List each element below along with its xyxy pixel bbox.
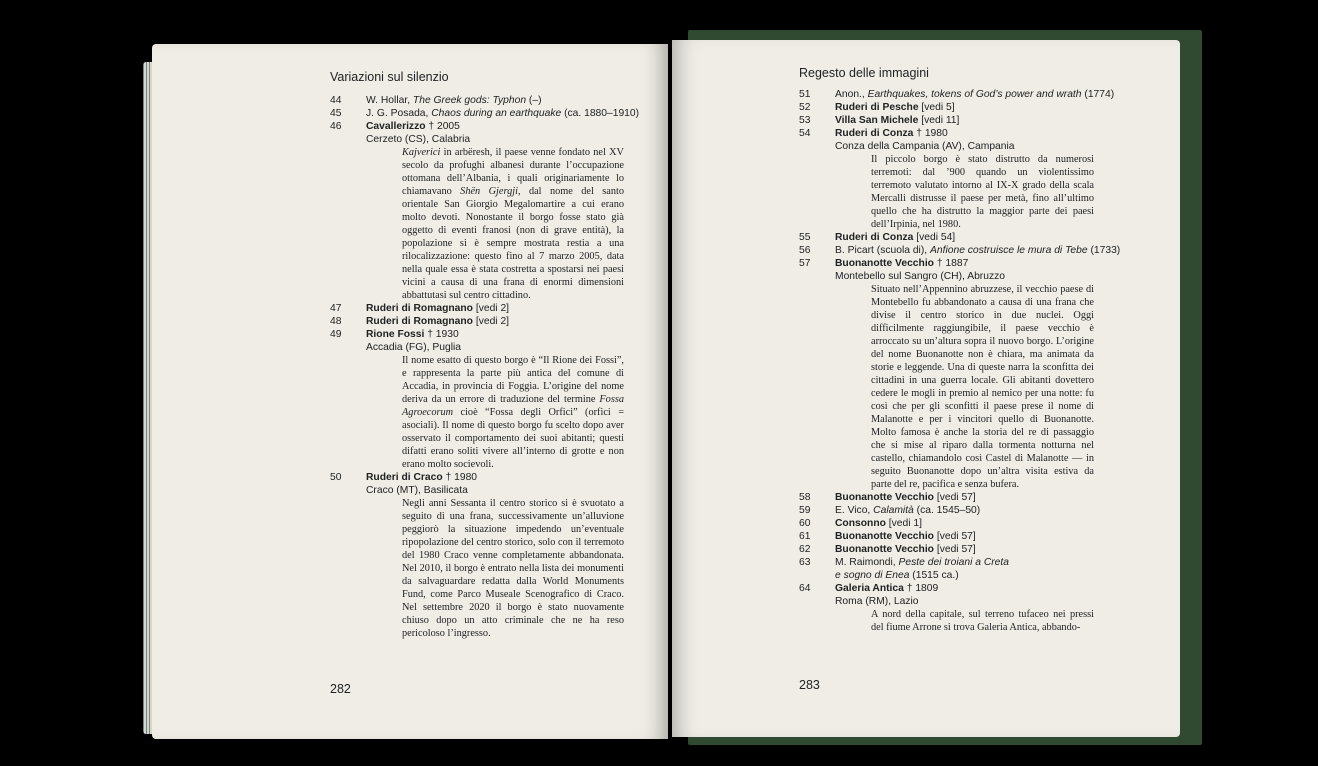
text-run: [vedi 54]: [913, 232, 956, 243]
text-run: † 1980: [913, 128, 948, 139]
text-run: Ruderi di Romagnano: [366, 303, 473, 314]
text-run: W. Hollar,: [366, 95, 413, 106]
entry-number: 59: [799, 505, 811, 516]
text-run: (1733): [1087, 245, 1121, 256]
text-run: † 1809: [903, 583, 939, 594]
entry-title: [366, 328, 624, 341]
entry-title: [835, 127, 1094, 140]
entry: [330, 302, 624, 315]
entry-description: [871, 153, 1094, 231]
entry-description: [402, 146, 624, 302]
text-run: Earthquakes, tokens of God’s power and wrath: [867, 89, 1082, 100]
text-run: B. Picart (scuola di),: [835, 245, 930, 256]
text-run: The Greek gods: Typhon: [412, 95, 527, 106]
entry-number: 44: [330, 95, 342, 106]
entry-title: [366, 302, 624, 315]
entry-title: [835, 257, 1094, 270]
entry-number: 46: [330, 121, 342, 132]
text-run: [vedi 5]: [918, 102, 955, 113]
text-run: Ruderi di Conza: [835, 128, 914, 139]
text-run: in arbëresh, il paese venne fondato nel XV secolo da profughi albanesi durante l’occupazione ottomana dell’Albania, i quali originariamente lo chiamavano: [402, 147, 624, 197]
entry: [330, 120, 624, 302]
entry: [799, 244, 1121, 257]
entry-title: [835, 231, 1094, 244]
text-run: Anfione costruisce le mura di Tebe: [930, 245, 1088, 256]
text-run: [vedi 2]: [472, 303, 510, 314]
entry-number: 45: [330, 108, 342, 119]
entry-body: [366, 120, 624, 302]
text-run: Anon.,: [835, 89, 868, 100]
text-run: J. G. Posada,: [366, 108, 432, 119]
text-run: † 2005: [425, 121, 460, 132]
entry: [799, 543, 1094, 556]
running-head: Regesto delle immagini: [799, 66, 929, 80]
entry: [330, 107, 640, 120]
entry-place: Accadia (FG), Puglia: [366, 342, 461, 353]
entry: [799, 257, 1094, 491]
text-run: Il piccolo borgo è stato distrutto da numerosi terremoti: dal ’900 quando un violentissimo terremoto valutato intorno al IX-X grado della scala Mercalli distrusse il paese per metà, fino all’ultimo quello che ha distrutto la maggior parte dei paesi dell’Irpinia, nel 1980.: [871, 154, 1094, 230]
text-run: [vedi 57]: [933, 531, 976, 542]
entry-number: 60: [799, 518, 811, 529]
text-run: Buonanotte Vecchio: [835, 492, 934, 503]
entry-number: 51: [799, 89, 811, 100]
entry-description: [402, 497, 624, 640]
text-run: Il nome esatto di questo borgo è “Il Rione dei Fossi”, e rappresenta la parte più antica del comune di Accadia, in provincia di Foggia. L’origine del nome deriva da un errore di traduzione del termine: [402, 355, 624, 405]
entry-number: 55: [799, 232, 811, 243]
entry-title: [835, 491, 1094, 504]
entry-number: 49: [330, 329, 342, 340]
text-run: A nord della capitale, sul terreno tufaceo nei pressi del fiume Arrone si trova Galeria Antica, abbando-: [871, 609, 1094, 633]
entry-title: [835, 530, 1094, 543]
entry-title: [835, 504, 1094, 517]
entry-body: [366, 107, 639, 120]
entry-number: 50: [330, 472, 342, 483]
entry-title: [366, 471, 624, 484]
entry: [330, 471, 624, 640]
entry-title: [835, 88, 1114, 101]
text-run: , dal nome del santo orientale San Giorgio Megalomartire a cui erano molto devoti. Nonostante il borgo fosse stato già oggetto di eventi franosi (non di grave entità), la popolazione si è sempre mostrata restia a una rilocalizzazione: questo fino al 7 marzo 2005, data nella quale essa è stata costretta a spostarsi nei paesi vicini a causa di una frana di enormi dimensioni abbattutasi sul centro cittadino.: [402, 186, 624, 301]
entry-body: [835, 543, 1094, 556]
text-run: Ruderi di Romagnano: [366, 316, 473, 327]
text-run: Buonanotte Vecchio: [835, 531, 934, 542]
entry-body: [835, 127, 1094, 231]
entry-body: [835, 101, 1094, 114]
entry: [799, 231, 1094, 244]
entry-body: [835, 491, 1094, 504]
text-run: Consonno: [835, 518, 886, 529]
entry-number: 54: [799, 128, 811, 139]
entry-title: [835, 517, 1094, 530]
entry-title: [366, 107, 639, 120]
entry-description: [402, 354, 624, 471]
entry: [330, 315, 624, 328]
text-run: Fossa Agroecorum: [402, 394, 624, 418]
entry: [799, 530, 1094, 543]
entry: [799, 491, 1094, 504]
text-run: † 1930: [424, 329, 459, 340]
entry-body: [366, 315, 624, 328]
text-run: Buonanotte Vecchio: [835, 258, 934, 269]
entry-number: 58: [799, 492, 811, 503]
entry: [799, 114, 1094, 127]
entry-number: 64: [799, 583, 811, 594]
entry-title: [835, 582, 1094, 595]
entry-body: [835, 244, 1120, 257]
entry-body: [366, 328, 624, 471]
text-run: Shën Gjergji: [460, 186, 518, 197]
entry-place: Montebello sul Sangro (CH), Abruzzo: [835, 271, 1005, 282]
text-run: Situato nell’Appennino abruzzese, il vecchio paese di Montebello fu abbandonato a causa di una frana che divise il centro storico in due nuclei. Oggi difficilmente raggiungibile, il paese vecchio è arroccato su un’altura sopra il nuovo borgo. L’origine del nome Buonanotte non è chiara, ma animata da storie e leggende. Una di queste narra la sconfitta dei cittadini in una guerra locale. Gli abitanti dovettero cedere le mogli in premio al nemico per una notte: fu così che per gli sconfitti il paese prese il nome di Malanotte e per i vincitori quello di Buonanotte. Molto famosa è anche la storia del re di passaggio che si mise al riparo dalla tormenta notturna nel castello, chiamandolo così Castel di Malanotte — in seguito Buonanotte dopo un’altra visita estiva da parte del re, pacifica e senza bufera.: [871, 284, 1094, 490]
text-run: † 1980: [442, 472, 478, 483]
entry-body: [366, 94, 624, 107]
entry: [799, 504, 1094, 517]
running-head: Variazioni sul silenzio: [330, 70, 449, 84]
entry-title: [835, 114, 1094, 127]
text-run: Buonanotte Vecchio: [835, 544, 934, 555]
entry-number: 47: [330, 303, 342, 314]
entry-body: [835, 88, 1114, 101]
entry-body: [835, 556, 1094, 582]
entry-number: 53: [799, 115, 811, 126]
text-run: Kajverici: [402, 147, 441, 158]
entry-body: [366, 471, 624, 640]
entry-body: [835, 530, 1094, 543]
text-run: (ca. 1880–1910): [561, 108, 640, 119]
entry-title: [366, 315, 624, 328]
entry-title: [835, 556, 1094, 569]
text-run: Ruderi di Craco: [366, 472, 443, 483]
page-number: 282: [330, 682, 351, 696]
text-run: [vedi 57]: [933, 544, 976, 555]
entry-title: [835, 543, 1094, 556]
entry-number: 62: [799, 544, 811, 555]
entry-title: [835, 101, 1094, 114]
entry-title-continued: [835, 569, 1094, 582]
text-run: Ruderi di Conza: [835, 232, 914, 243]
right-page: [672, 40, 1180, 737]
entry-title: [366, 120, 624, 133]
entry: [799, 556, 1094, 582]
entry-list: [799, 88, 1121, 634]
text-run: [vedi 11]: [918, 115, 960, 126]
text-run: E. Vico,: [835, 505, 874, 516]
text-run: Chaos during an earthquake: [431, 108, 562, 119]
entry-place: Roma (RM), Lazio: [835, 596, 919, 607]
entry-body: [835, 582, 1094, 634]
text-run: Galeria Antica: [835, 583, 904, 594]
entry-body: [835, 114, 1094, 127]
text-run: † 1887: [933, 258, 969, 269]
entry: [799, 88, 1115, 101]
text-run: Peste dei troiani a Creta: [898, 557, 1009, 568]
text-run: Rione Fossi: [366, 329, 425, 340]
text-run: [vedi 1]: [885, 518, 922, 529]
entry: [799, 582, 1094, 634]
text-run: (1774): [1081, 89, 1115, 100]
text-run: [vedi 57]: [933, 492, 976, 503]
entry-number: 61: [799, 531, 811, 542]
entry-place: Cerzeto (CS), Calabria: [366, 134, 471, 145]
text-run: (1515 ca.): [909, 570, 959, 581]
entry-number: 63: [799, 557, 811, 568]
text-run: cioè “Fossa degli Orfici” (orfici = asociali). Il nome di questo borgo fu scelto dopo aver osservato il comportamento dei suoi abitanti; questi difatti erano soliti vivere all’interno di grotte e non erano molto socievoli.: [402, 407, 624, 470]
entry-body: [835, 257, 1094, 491]
entry-title: [366, 94, 624, 107]
text-run: (–): [526, 95, 542, 106]
entry-description: [871, 608, 1094, 634]
entry-body: [835, 504, 1094, 517]
entry: [799, 127, 1094, 231]
text-run: Cavallerizzo: [366, 121, 426, 132]
entry: [799, 517, 1094, 530]
text-run: e sogno di Enea: [835, 570, 910, 581]
entry: [330, 328, 624, 471]
text-run: Negli anni Sessanta il centro storico si è svuotato a seguito di una frana, successivamente un’alluvione peggiorò la situazione impedendo un’eventuale ripopolazione del centro storico, solo con il terremoto del 1980 Craco venne completamente abbandonata. Nel 2010, il borgo è entrato nella lista dei monumenti da salvaguardare redatta dalla World Monuments Fund, come Parco Museale Scenografico di Craco. Nel settembre 2020 il borgo è stato nuovamente chiuso dopo un atto criminale che ne ha reso pericoloso l’ingresso.: [402, 498, 624, 639]
entry-place: Craco (MT), Basilicata: [366, 485, 468, 496]
entry-description: [871, 283, 1094, 491]
entry-title: [835, 244, 1120, 257]
entry-place: Conza della Campania (AV), Campania: [835, 141, 1015, 152]
text-run: (ca. 1545–50): [913, 505, 981, 516]
text-run: [vedi 2]: [472, 316, 510, 327]
entry-list: [330, 94, 640, 640]
entry-number: 48: [330, 316, 342, 327]
entry: [330, 94, 624, 107]
entry-number: 52: [799, 102, 811, 113]
entry-body: [366, 302, 624, 315]
entry-number: 57: [799, 258, 811, 269]
text-run: M. Raimondi,: [835, 557, 899, 568]
entry-body: [835, 231, 1094, 244]
page-number: 283: [799, 678, 820, 692]
text-run: Calamità: [873, 505, 914, 516]
entry-number: 56: [799, 245, 811, 256]
entry: [799, 101, 1094, 114]
text-run: Ruderi di Pesche: [835, 102, 919, 113]
entry-body: [835, 517, 1094, 530]
text-run: Villa San Michele: [835, 115, 919, 126]
left-page: [152, 44, 668, 739]
